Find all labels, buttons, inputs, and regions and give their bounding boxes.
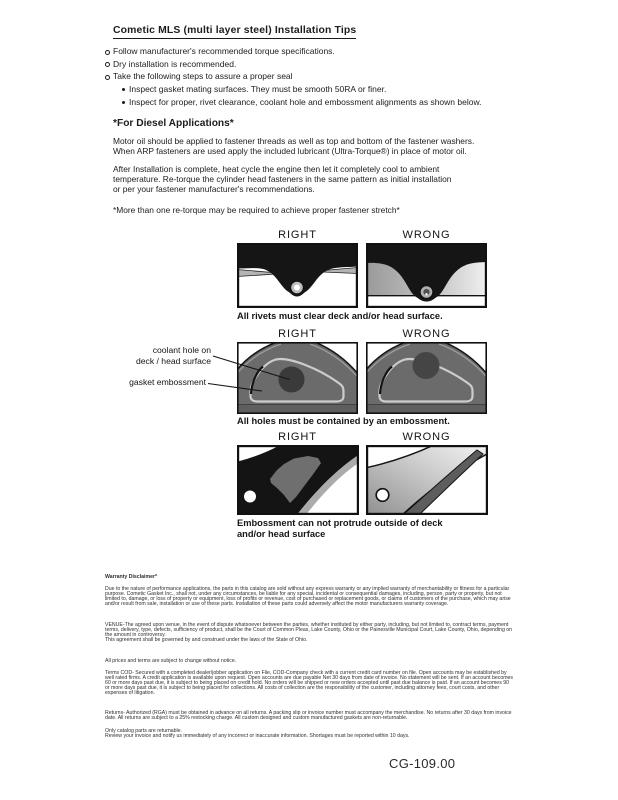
tip-text: Take the following steps to assure a proper seal [113, 71, 293, 82]
circle-bullet-icon [105, 62, 110, 67]
paragraph-line: When ARP fasteners are used apply the included lubricant (Ultra-Torque®) in place of motor oil. [113, 146, 467, 157]
paragraph-line: *More than one re-torque may be required to achieve proper fastener stretch* [113, 205, 400, 215]
prices-notice: All prices and terms are subject to change without notice. [105, 658, 237, 664]
diesel-paragraph-2 [113, 164, 451, 195]
circle-bullet-icon [105, 75, 110, 80]
page-title: Cometic MLS (multi layer steel) Installation Tips [113, 25, 356, 39]
wrong-label-row2: WRONG [402, 328, 451, 340]
gasket-embossment-annotation [100, 377, 206, 388]
dot-bullet-icon [122, 101, 125, 104]
caption-line: Embossment can not protrude outside of deck [237, 518, 443, 528]
tip-text: Dry installation is recommended. [113, 58, 237, 69]
warranty-disclaimer-heading: Warranty Disclaimer* [105, 574, 157, 580]
diagram-protrusion-right [237, 445, 359, 515]
circle-bullet-icon [105, 50, 110, 55]
diagram-rivet-wrong [366, 243, 487, 308]
tip-text: Inspect gasket mating surfaces. They must be smooth 50RA or finer. [129, 84, 387, 95]
list-item [105, 45, 481, 58]
returnable-line: Only catalog parts are returnable. [105, 728, 182, 734]
governing-law-text: This agreement shall be governed by and construed under the laws of the State of Ohio. [105, 637, 308, 643]
page-number: CG-109.00 [389, 756, 456, 771]
venue-paragraph [105, 623, 515, 643]
annotation-line: deck / head surface [135, 355, 211, 366]
returnable-notice [105, 729, 515, 739]
paragraph-line: Motor oil should be applied to fastener threads as well as top and bottom of the fastener washers. [113, 136, 475, 146]
diagram-embossment-right [237, 342, 358, 414]
paragraph-line: temperature. Re-torque the cylinder head fasteners in the same pattern as initial installation [113, 174, 452, 185]
list-item [105, 70, 481, 83]
venue-text: VENUE-The agreed upon venue, in the event of dispute whatsoever between the parties, whether instituted by either party, including, but not limited to, contract terms, payment terms, delivery, type, defects, sufficiency of product, shall be the Court of Common Pleas, Lake County, Ohio or the Painesville Municipal Court, Lake County, Ohio, depending on the amount in controversy. [105, 622, 513, 638]
terms-cod-paragraph: Terms COD- Secured with a completed dealer/jobber application on File, COD-Company check with a current credit card number on file. Open accounts may be established by well rated firms. A credit application is available upon request. Open accounts are due payable Net 30 days from date of invoice. No statement will be sent. If an account becomes 60 or more days past due, it is subject to being placed on credit hold. No orders will be shipped or new orders accepted until past due balance is paid. If an account becomes 90 or more days past due, it is subject to being placed for collections. All costs of collection are the responsibility of the customer, including attorney fees, court costs, and other expenses of litigation. [105, 670, 514, 696]
retorque-note [113, 205, 400, 215]
right-label-row3: RIGHT [278, 431, 317, 443]
caption-line: and/or head surface [237, 528, 326, 539]
wrong-label-row1: WRONG [402, 229, 451, 241]
tip-text: Follow manufacturer's recommended torque specifications. [113, 46, 335, 56]
diagram-embossment-wrong [366, 342, 487, 414]
paragraph-line: or per your fastener manufacturer's recommendations. [113, 184, 315, 195]
list-item [121, 83, 481, 96]
caption-row3 [237, 518, 443, 540]
returns-paragraph: Returns- Authorized (RGA) must be obtained in advance on all returns. A packing slip or invoice number must accompany the merchandise. No returns after 30 days from invoice date. All returns are subject to a 25% restocking charge. All custom designed and custom manufactured gaskets are non-returnable. [105, 710, 512, 721]
warranty-paragraph: Due to the nature of performance applications, the parts in this catalog are sold without any express warranty or any implied warranty of merchantability or fitness for a particular purpose. Cometic Gasket Inc., shall not, under any circumstances, be liable for any special, incidental or consequential damages, including, person, party or property, but not limited to, damage, or loss of property or equipment, loss of profits or revenue, cost of purchased or replacement goods, or claims of customers of the purchase, which may arise and/or result from sale, installation or use of these parts. Installation of these parts could adversely affect the motor manufacturers warranty coverage. [105, 586, 511, 607]
dot-bullet-icon [122, 88, 125, 91]
caption-row2: All holes must be contained by an embossment. [237, 416, 450, 426]
diesel-applications-heading: *For Diesel Applications* [113, 118, 234, 129]
right-label-row2: RIGHT [278, 328, 317, 340]
caption-row1: All rivets must clear deck and/or head surface. [237, 311, 443, 321]
list-item [105, 58, 481, 71]
wrong-label-row3: WRONG [402, 431, 451, 443]
diesel-paragraph-1 [113, 136, 474, 156]
coolant-hole-annotation [100, 345, 211, 367]
paragraph-line: After Installation is complete, heat cycle the engine then let it completely cool to ambient [113, 164, 440, 174]
invoice-review-line: Review your invoice and notify us immediately of any incorrect or inaccurate information. Shortages must be reported within 10 days. [105, 733, 410, 739]
annotation-line: gasket embossment [129, 377, 206, 387]
diagram-rivet-right [237, 243, 358, 308]
right-label-row1: RIGHT [278, 229, 317, 241]
list-item [121, 96, 481, 109]
annotation-line: coolant hole on [152, 345, 211, 355]
installation-tips-list [105, 45, 481, 109]
tip-text: Inspect for proper, rivet clearance, coolant hole and embossment alignments as shown below. [129, 96, 482, 107]
diagram-protrusion-wrong [366, 445, 488, 515]
